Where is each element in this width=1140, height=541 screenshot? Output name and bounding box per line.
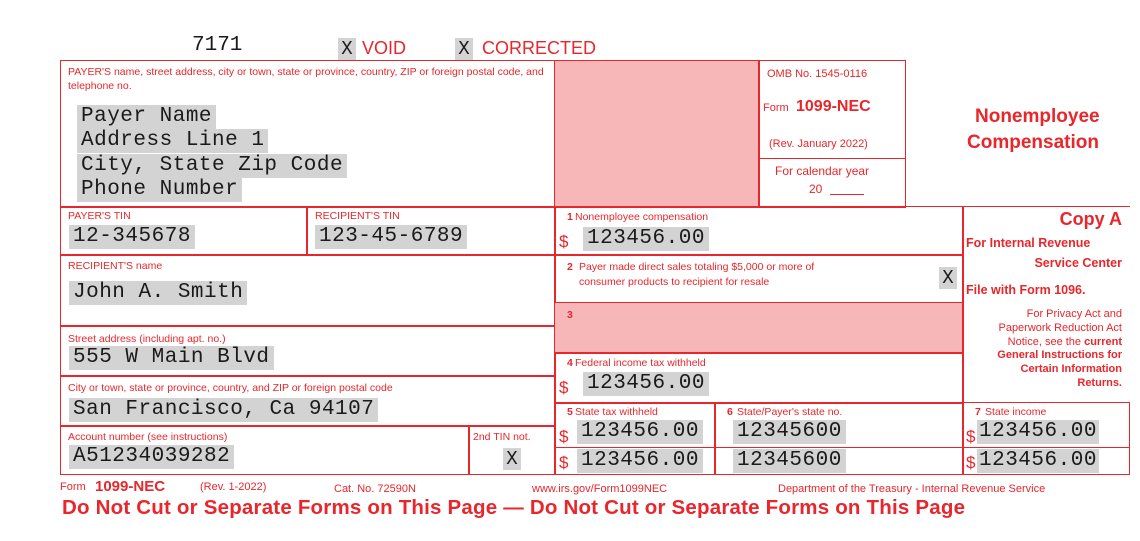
box4 — [554, 352, 964, 404]
second-tin-label: 2nd TIN not. — [473, 431, 531, 443]
box1 — [554, 206, 964, 256]
footer-cat-no: Cat. No. 72590N — [334, 483, 416, 495]
second-tin-checkbox[interactable]: X — [503, 448, 521, 470]
copy-privacy-line5: Certain Information — [1020, 363, 1122, 375]
box2-label-line1: Payer made direct sales totaling $5,000 or more of — [579, 261, 815, 273]
footer-warning: Do Not Cut or Separate Forms on This Page — Do Not Cut or Separate Forms on This Page — [62, 496, 966, 519]
box1-number: 1 — [567, 211, 573, 223]
calendar-year-prefix: 20 — [809, 182, 823, 196]
box6 — [714, 402, 964, 475]
box1-label: Nonemployee compensation — [575, 211, 709, 223]
copy-privacy-line6: Returns. — [1077, 377, 1122, 389]
corrected-label: CORRECTED — [482, 38, 597, 58]
footer-form-name: 1099-NEC — [95, 478, 166, 495]
box5-value-2[interactable]: 123456.00 — [577, 449, 703, 473]
copy-privacy-line3: Notice, see the — [1007, 336, 1082, 348]
recipient-name[interactable]: John A. Smith — [69, 281, 247, 305]
calendar-year-divider — [759, 158, 905, 159]
calendar-year-label: For calendar year — [775, 164, 870, 178]
omb-number: OMB No. 1545-0116 — [767, 68, 868, 80]
box5-dollar-1: $ — [559, 427, 569, 446]
form-name: 1099-NEC — [796, 98, 871, 115]
recipient-city-label: City or town, state or province, country, and ZIP or foreign postal code — [68, 382, 393, 394]
copy-privacy-line4: General Instructions for — [997, 349, 1122, 361]
form-prefix: Form — [763, 102, 789, 114]
payer-tin-box — [60, 206, 308, 256]
box4-number: 4 — [567, 357, 573, 369]
copy-a-panel — [962, 206, 1130, 404]
box7-dollar-2: $ — [966, 453, 976, 472]
box6-label: State/Payer's state no. — [737, 406, 843, 418]
account-number-label: Account number (see instructions) — [68, 431, 228, 443]
box7-divider — [963, 447, 1129, 448]
copy-file-with: File with Form 1096. — [966, 283, 1086, 297]
copy-a-title: Copy A — [1059, 209, 1122, 229]
box4-value[interactable]: 123456.00 — [583, 372, 709, 396]
omb-box — [758, 60, 906, 208]
box4-label: Federal income tax withheld — [575, 357, 706, 369]
box2 — [554, 254, 964, 304]
box3-number: 3 — [567, 309, 573, 321]
box5-divider — [555, 447, 715, 448]
footer-form-prefix: Form — [60, 481, 86, 493]
box5-label: State tax withheld — [575, 406, 658, 418]
footer-department: Department of the Treasury - Internal Revenue Service — [778, 483, 1046, 495]
recipient-tin-label: RECIPIENT'S TIN — [315, 210, 400, 222]
recipient-tin[interactable]: 123-45-6789 — [315, 225, 467, 249]
recipient-street[interactable]: 555 W Main Blvd — [69, 346, 274, 370]
box6-value-2[interactable]: 12345600 — [733, 449, 846, 473]
box7-value-1[interactable]: 123456.00 — [979, 420, 1097, 443]
shaded-area-top — [554, 60, 760, 208]
payer-tin-label: PAYER'S TIN — [68, 210, 131, 222]
box5-number: 5 — [567, 406, 573, 418]
calendar-year-blank[interactable] — [830, 194, 864, 195]
form-title-line1: Nonemployee — [975, 106, 1100, 127]
form-title-line2: Compensation — [967, 132, 1099, 153]
box6-value-1[interactable]: 12345600 — [733, 420, 846, 444]
box6-number: 6 — [727, 406, 733, 418]
copy-privacy-current: current — [1084, 336, 1122, 348]
recipient-city[interactable]: San Francisco, Ca 94107 — [69, 398, 378, 422]
footer-url[interactable]: www.irs.gov/Form1099NEC — [532, 483, 668, 495]
recipient-street-label: Street address (including apt. no.) — [68, 333, 226, 345]
payer-address[interactable]: Address Line 1 — [77, 129, 268, 153]
box2-label-line2: consumer products to recipient for resale — [579, 276, 770, 288]
recipient-city-box — [60, 375, 556, 427]
box4-dollar: $ — [559, 378, 569, 397]
payer-name[interactable]: Payer Name — [77, 105, 216, 129]
box1-dollar: $ — [559, 232, 569, 251]
void-label: VOID — [362, 38, 407, 58]
box3 — [554, 302, 964, 354]
box7-number: 7 — [975, 406, 981, 418]
box5 — [554, 402, 716, 475]
payer-phone[interactable]: Phone Number — [77, 178, 242, 202]
payer-label: PAYER'S name, street address, city or town, state or province, country, ZIP or foreign postal code, and telephone no. — [68, 66, 544, 92]
account-number-box — [60, 425, 470, 475]
footer-rev: (Rev. 1-2022) — [200, 481, 267, 493]
second-tin-box — [468, 425, 556, 475]
box6-divider — [715, 447, 963, 448]
box5-value-1[interactable]: 123456.00 — [577, 420, 703, 444]
box2-checkbox[interactable]: X — [939, 267, 957, 289]
box1-value[interactable]: 123456.00 — [583, 227, 709, 251]
payer-box — [60, 60, 556, 208]
recipient-name-label: RECIPIENT'S name — [68, 260, 163, 272]
box7-dollar-1: $ — [966, 427, 976, 446]
copy-privacy-line2: Paperwork Reduction Act — [998, 322, 1122, 334]
recipient-name-box — [60, 254, 556, 327]
void-checkbox[interactable]: X — [338, 38, 356, 60]
copy-for-irs-line1: For Internal Revenue — [966, 236, 1091, 250]
form-revision: (Rev. January 2022) — [769, 138, 868, 150]
form-code: 7171 — [192, 34, 243, 57]
copy-privacy-line3-wrap — [1008, 336, 1122, 348]
box2-number: 2 — [567, 261, 573, 273]
recipient-street-box — [60, 325, 556, 377]
recipient-tin-box — [306, 206, 556, 256]
box7-label: State income — [985, 406, 1047, 418]
corrected-checkbox[interactable]: X — [455, 38, 473, 60]
payer-city-state-zip[interactable]: City, State Zip Code — [77, 154, 347, 178]
box7-value-2[interactable]: 123456.00 — [979, 449, 1097, 472]
box7 — [962, 402, 1130, 475]
account-number[interactable]: A51234039282 — [69, 445, 234, 469]
payer-tin[interactable]: 12-345678 — [69, 225, 195, 249]
copy-for-irs-line2: Service Center — [1034, 256, 1122, 270]
box5-dollar-2: $ — [559, 453, 569, 472]
copy-privacy-line1: For Privacy Act and — [1026, 308, 1122, 320]
